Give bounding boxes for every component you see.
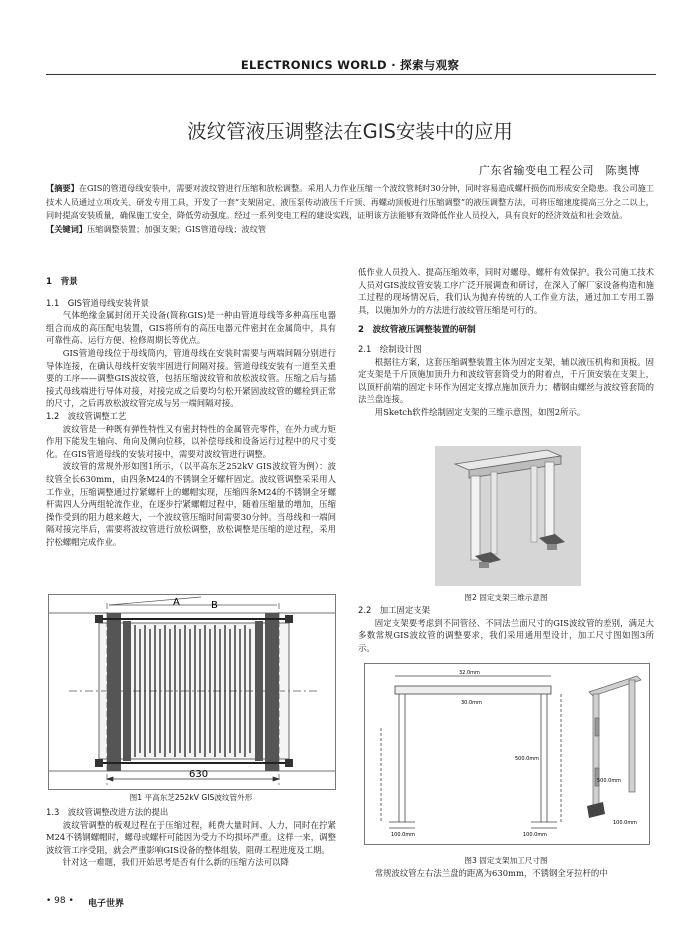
dimension-drawing — [365, 664, 649, 844]
abstract-text: 在GIS的管道母线安装中，需要对波纹管进行压缩和放松调整。采用人力作业压缩一个波纹管耗时30分钟，同时容易造成螺杆损伤而形成安全隐患。我公司施工技术人员通过立项攻关、研发专用工具，开发了一套“支架固定、液压泵传动液压千斤顶、再螺动顶板进行压缩调整”的液压调整方法，可将压缩速度提高三分之二以上，同时提高安装质量，确保施工安全，降低劳动强度。经过一系列变电工程的建设实践，证明该方法能够有效降低作业人员投入，具有良好的经济效益和社会效益。 — [46, 183, 654, 221]
figure-3-dimension-drawing — [364, 663, 650, 845]
fig3-dim-foot-right: 100.0mm — [523, 832, 548, 838]
right-column-top — [358, 266, 654, 419]
section-1-heading: 1 背景 — [46, 277, 78, 287]
figure-3-caption: 图3 固定支架加工尺寸图 — [464, 856, 548, 865]
paragraph: 根据往方案，这套压缩调整装置主体为固定支架，辅以液压机构和顶板。固定支架是千斤顶施加顶升力和波纹管套筒受力的附着点，千斤顶安装在支架上，以顶杆前端的固定卡环作为固定支撑点施加顶升力；槽钢由螺丝与波纹管套筒的法兰盘连接。 — [358, 356, 654, 405]
paragraph: 用Sketch软件绘制固定支架的三维示意图，如图2所示。 — [374, 406, 586, 417]
section-1-1-heading: 1.1 GIS管道母线安装背景 — [46, 297, 149, 308]
section-2-heading: 2 波纹管液压调整装置的研制 — [358, 325, 476, 336]
fig3-dim-foot-left: 100.0mm — [391, 832, 416, 838]
left-column-top — [46, 276, 336, 548]
article-title: 波纹管液压调整法在GIS安装中的应用 — [187, 120, 513, 143]
fig3-dim-foot-3d: 100.0mm — [613, 820, 638, 826]
paragraph: 气体绝缘金属封闭开关设备(简称GIS)是一种由管道母线等多种高压电器组合而成的高压配电装置，GIS将所有的高压电器元件密封在金属筒中，具有可靠性高、运行方便、检修周期长等优点。 — [46, 310, 336, 346]
fig1-label-b: B — [211, 600, 218, 611]
paragraph: 波纹管的常规外形如图1所示，（以平高东芝252kV GIS波纹管为例）：波纹管全长630mm，由四条M24的不锈钢全牙螺杆固定。波纹管调整采采用人工作业，压缩调整通过拧紧螺杆上的螺帽实现，压缩四条M24的不锈钢全牙螺杆需四人分两组轮流作业，在逐步拧紧螺帽过程中，随着压缩量的增加，压缩操作受到的阻力越来越大，一个波纹管压缩时间需要30分钟。当母线和一端间隔对接完毕后，需要将波纹管进行放松调整，放松调整是压缩的逆过程，采用拧松螺帽完成作业。 — [46, 461, 336, 547]
journal-footer: 电子世界 — [88, 899, 125, 909]
paragraph: 常规波纹管左右法兰盘的距离为630mm，不锈钢全牙拉杆的中 — [374, 868, 608, 878]
fig3-dim-inner: 30.0mm — [461, 700, 482, 706]
paragraph: 低作业人员投入、提高压缩效率，同时对螺母、螺杆有效保护。我公司施工技术人员对GIS波纹管安装工序广泛开展调查和研讨，在深入了解厂家设备构造和施工过程的现场情况后，我们认为抛弃传统的人工作业方法，通过加工专用工器具，以施加外力的方法进行波纹管压缩是可行的。 — [358, 267, 654, 315]
figure-1-bellows — [48, 594, 336, 790]
paragraph: 波纹管调整的板观过程在于压缩过程，耗费大量时间、人力，同时在拧紧M24不锈钢螺帽时，螺母或螺杆可能因为受力不均损坏严重。这样一来，调整波纹管工序受阻，就会严重影响GIS设备的整体组装，阻碍工程进度及工期。 — [46, 819, 336, 855]
left-column-bottom — [46, 806, 336, 869]
paragraph: 波纹管是一种既有弹性特性又有密封特性的金属管壳零件，在外力或力矩作用下能发生轴向、角向及侧向位移，以补偿母线和设备运行过程中的尺寸变化。在GIS管道母线的安装对接中，需要对波纹管进行调整。 — [46, 423, 336, 459]
section-2-2-heading: 2.2 加工固定支架 — [358, 605, 430, 615]
keywords-label: 【关键词】 — [46, 223, 87, 234]
figure-1-caption: 图1 平高东芝252kV GIS波纹管外形 — [129, 793, 253, 802]
figure-2-bracket-3d — [435, 446, 581, 586]
fig1-label-a: A — [173, 597, 180, 608]
fig3-dim-top: 32.0mm — [459, 670, 480, 676]
keywords-text: 压缩调整装置；加强支架；GIS管道母线；波纹管 — [86, 223, 267, 234]
abstract-label: 【摘要】 — [46, 183, 79, 193]
paragraph: 固定支架要考虑到不同管径、不同法兰面尺寸的GIS波纹管的差别，满足大多数常规GIS波纹管的调整要求，我们采用通用型设计，加工尺寸图如图3所示。 — [358, 617, 654, 653]
fig3-dim-height: 500.0mm — [515, 756, 540, 762]
paragraph: 针对这一难题，我们开始思考是否有什么新的压缩方法可以降 — [62, 857, 289, 868]
header-divider — [46, 74, 656, 75]
figure-2-caption: 图2 固定支架三维示意图 — [464, 593, 548, 602]
section-1-2-heading: 1.2 波纹管调整工艺 — [46, 410, 127, 421]
right-column-bottom — [358, 867, 654, 880]
abstract-block — [46, 182, 654, 236]
article-author: 广东省输变电工程公司 陈奥博 — [479, 164, 640, 177]
journal-header: ELECTRONICS WORLD · 探索与观察 — [240, 58, 460, 72]
section-2-1-heading: 2.1 绘制设计图 — [358, 343, 422, 354]
fig1-dimension: 630 — [189, 769, 209, 780]
bellows-drawing — [49, 595, 335, 789]
fig3-dim-height-3d: 500.0mm — [597, 778, 622, 784]
bracket-3d-drawing — [435, 446, 581, 586]
paragraph: GIS管道母线位于母线筒内，管道母线在安装时需要与两端间隔分别进行导体连接，在确认母线杆安装牢固进行间隔对接。管道母线安装有一道至关重要的工序——调整GIS波纹管，包括压缩波纹管和放松波纹管。压缩之后与插接式母线端进行导体对接，对接完成之后要均匀松开紧固波纹管的螺栓到正常的尺寸，之后再放松波纹管完成与另一端间隔对接。 — [46, 347, 336, 409]
right-column-middle — [358, 604, 654, 654]
page-number: • 98 • — [46, 896, 74, 906]
section-1-3-heading: 1.3 波纹管调整改进方法的提出 — [46, 807, 169, 817]
